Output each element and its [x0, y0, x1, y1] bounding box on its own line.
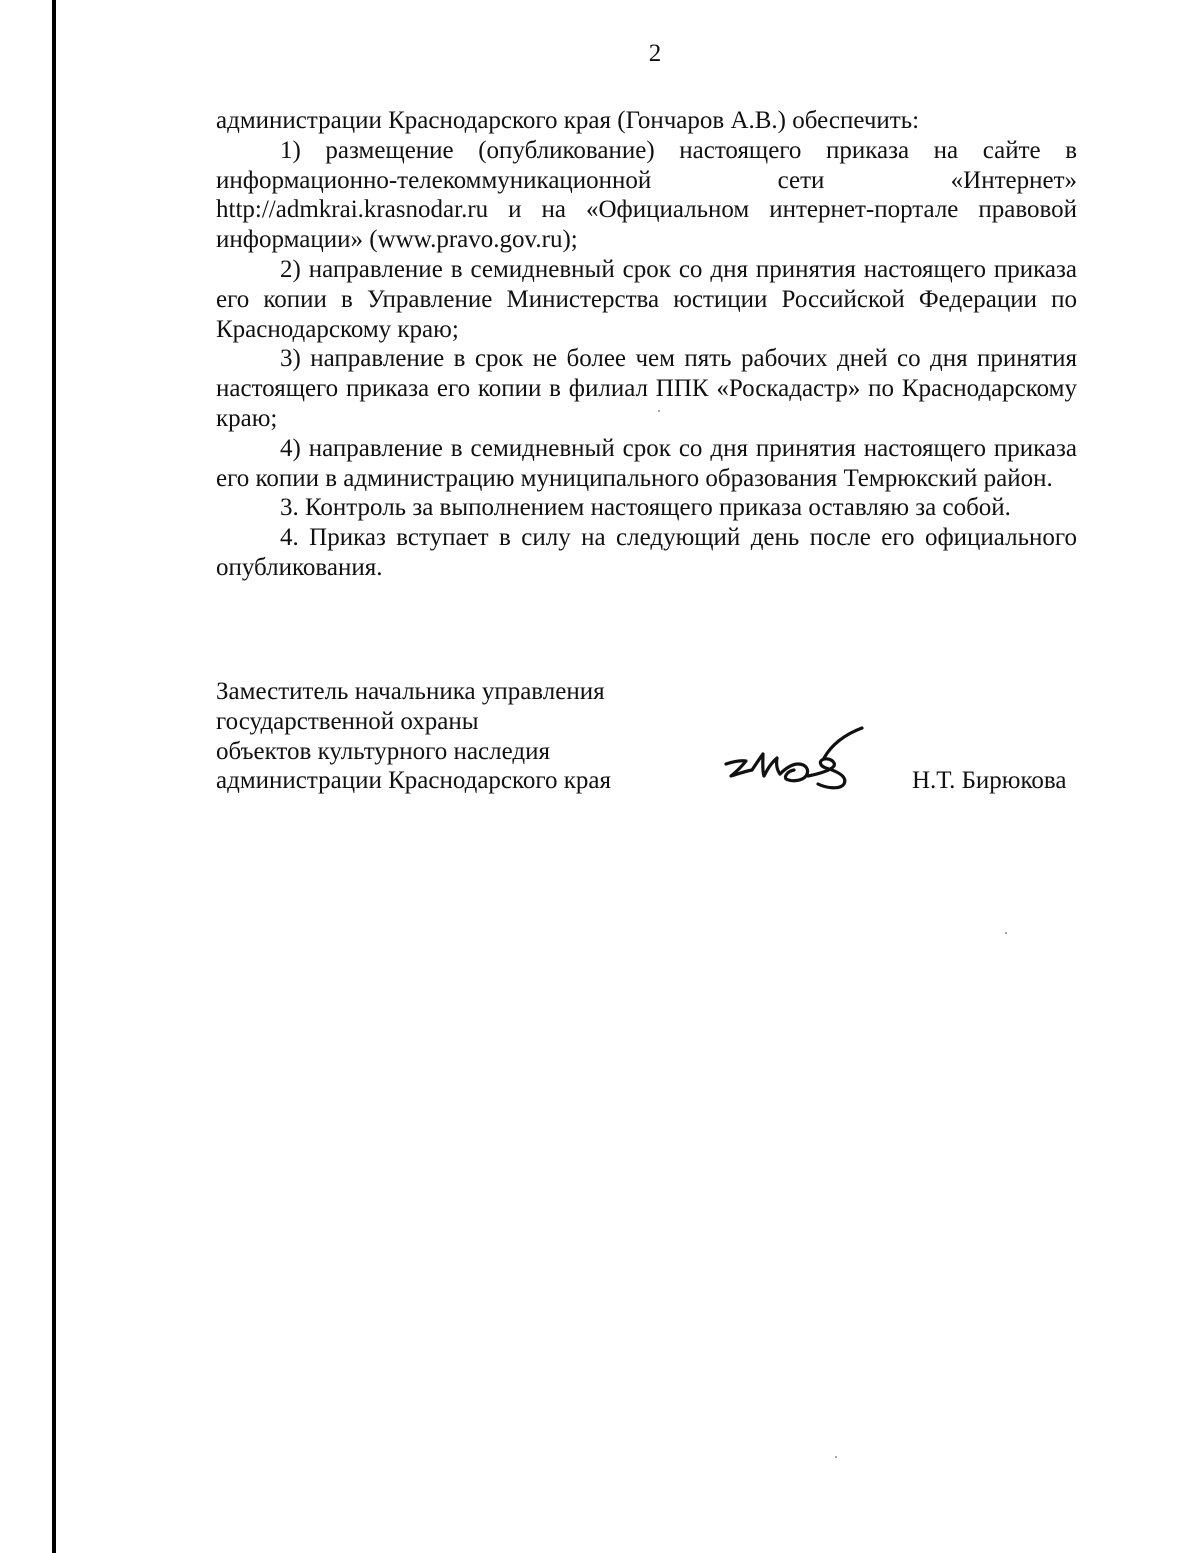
- word-internet: «Интернет»: [950, 166, 1077, 194]
- position-line-4: администрации Краснодарского края: [216, 767, 612, 795]
- paragraph-item-1-line-1: 1) размещение (опубликование) настоящего приказа на сайте в: [280, 136, 1077, 164]
- scan-page-edge: [52, 0, 56, 1553]
- scan-speck: [658, 410, 660, 412]
- paragraph-item-3: 3) направление в срок не более чем пять рабочих дней со дня принятия настоящего приказа его копии в филиал ППК «Роскадастр» по Краснодарскому краю;: [216, 345, 1077, 432]
- paragraph-item-1-rest: http://admkrai.krasnodar.ru и на «Официальном интернет-портале правовой информации» (www.pravo.gov.ru);: [216, 196, 1077, 254]
- signer-name: Н.Т. Бирюкова: [912, 767, 1067, 794]
- handwritten-signature: [722, 724, 867, 794]
- page-number: 2: [648, 40, 662, 67]
- paragraph-control: 3. Контроль за выполнением настоящего приказа оставляю за собой.: [280, 494, 1011, 522]
- paragraph-item-1-line-2: [216, 166, 1077, 196]
- paragraph-effective-date: 4. Приказ вступает в силу на следующий день после его официального опубликования.: [216, 524, 1077, 581]
- signatory-position: [216, 677, 611, 796]
- position-line-3: объектов культурного наследия: [216, 737, 550, 765]
- word-network: сети: [777, 166, 825, 194]
- paragraph-intro: администрации Краснодарского края (Гончаров А.В.) обеспечить:: [216, 107, 920, 134]
- scan-speck: [835, 1456, 837, 1458]
- scan-speck: [1005, 932, 1007, 934]
- document-body: [216, 106, 1077, 583]
- position-line-1: Заместитель начальника управления: [216, 678, 605, 705]
- paragraph-item-2: 2) направление в семидневный срок со дня принятия настоящего приказа его копии в Управление Министерства юстиции Российской Федерации по Краснодарскому краю;: [216, 255, 1077, 343]
- word-network-type: информационно-телекоммуникационной: [216, 166, 652, 194]
- position-line-2: государственной охраны: [216, 707, 479, 735]
- paragraph-item-4: 4) направление в семидневный срок со дня принятия настоящего приказа его копии в администрацию муниципального образования Темрюкский район.: [216, 434, 1077, 492]
